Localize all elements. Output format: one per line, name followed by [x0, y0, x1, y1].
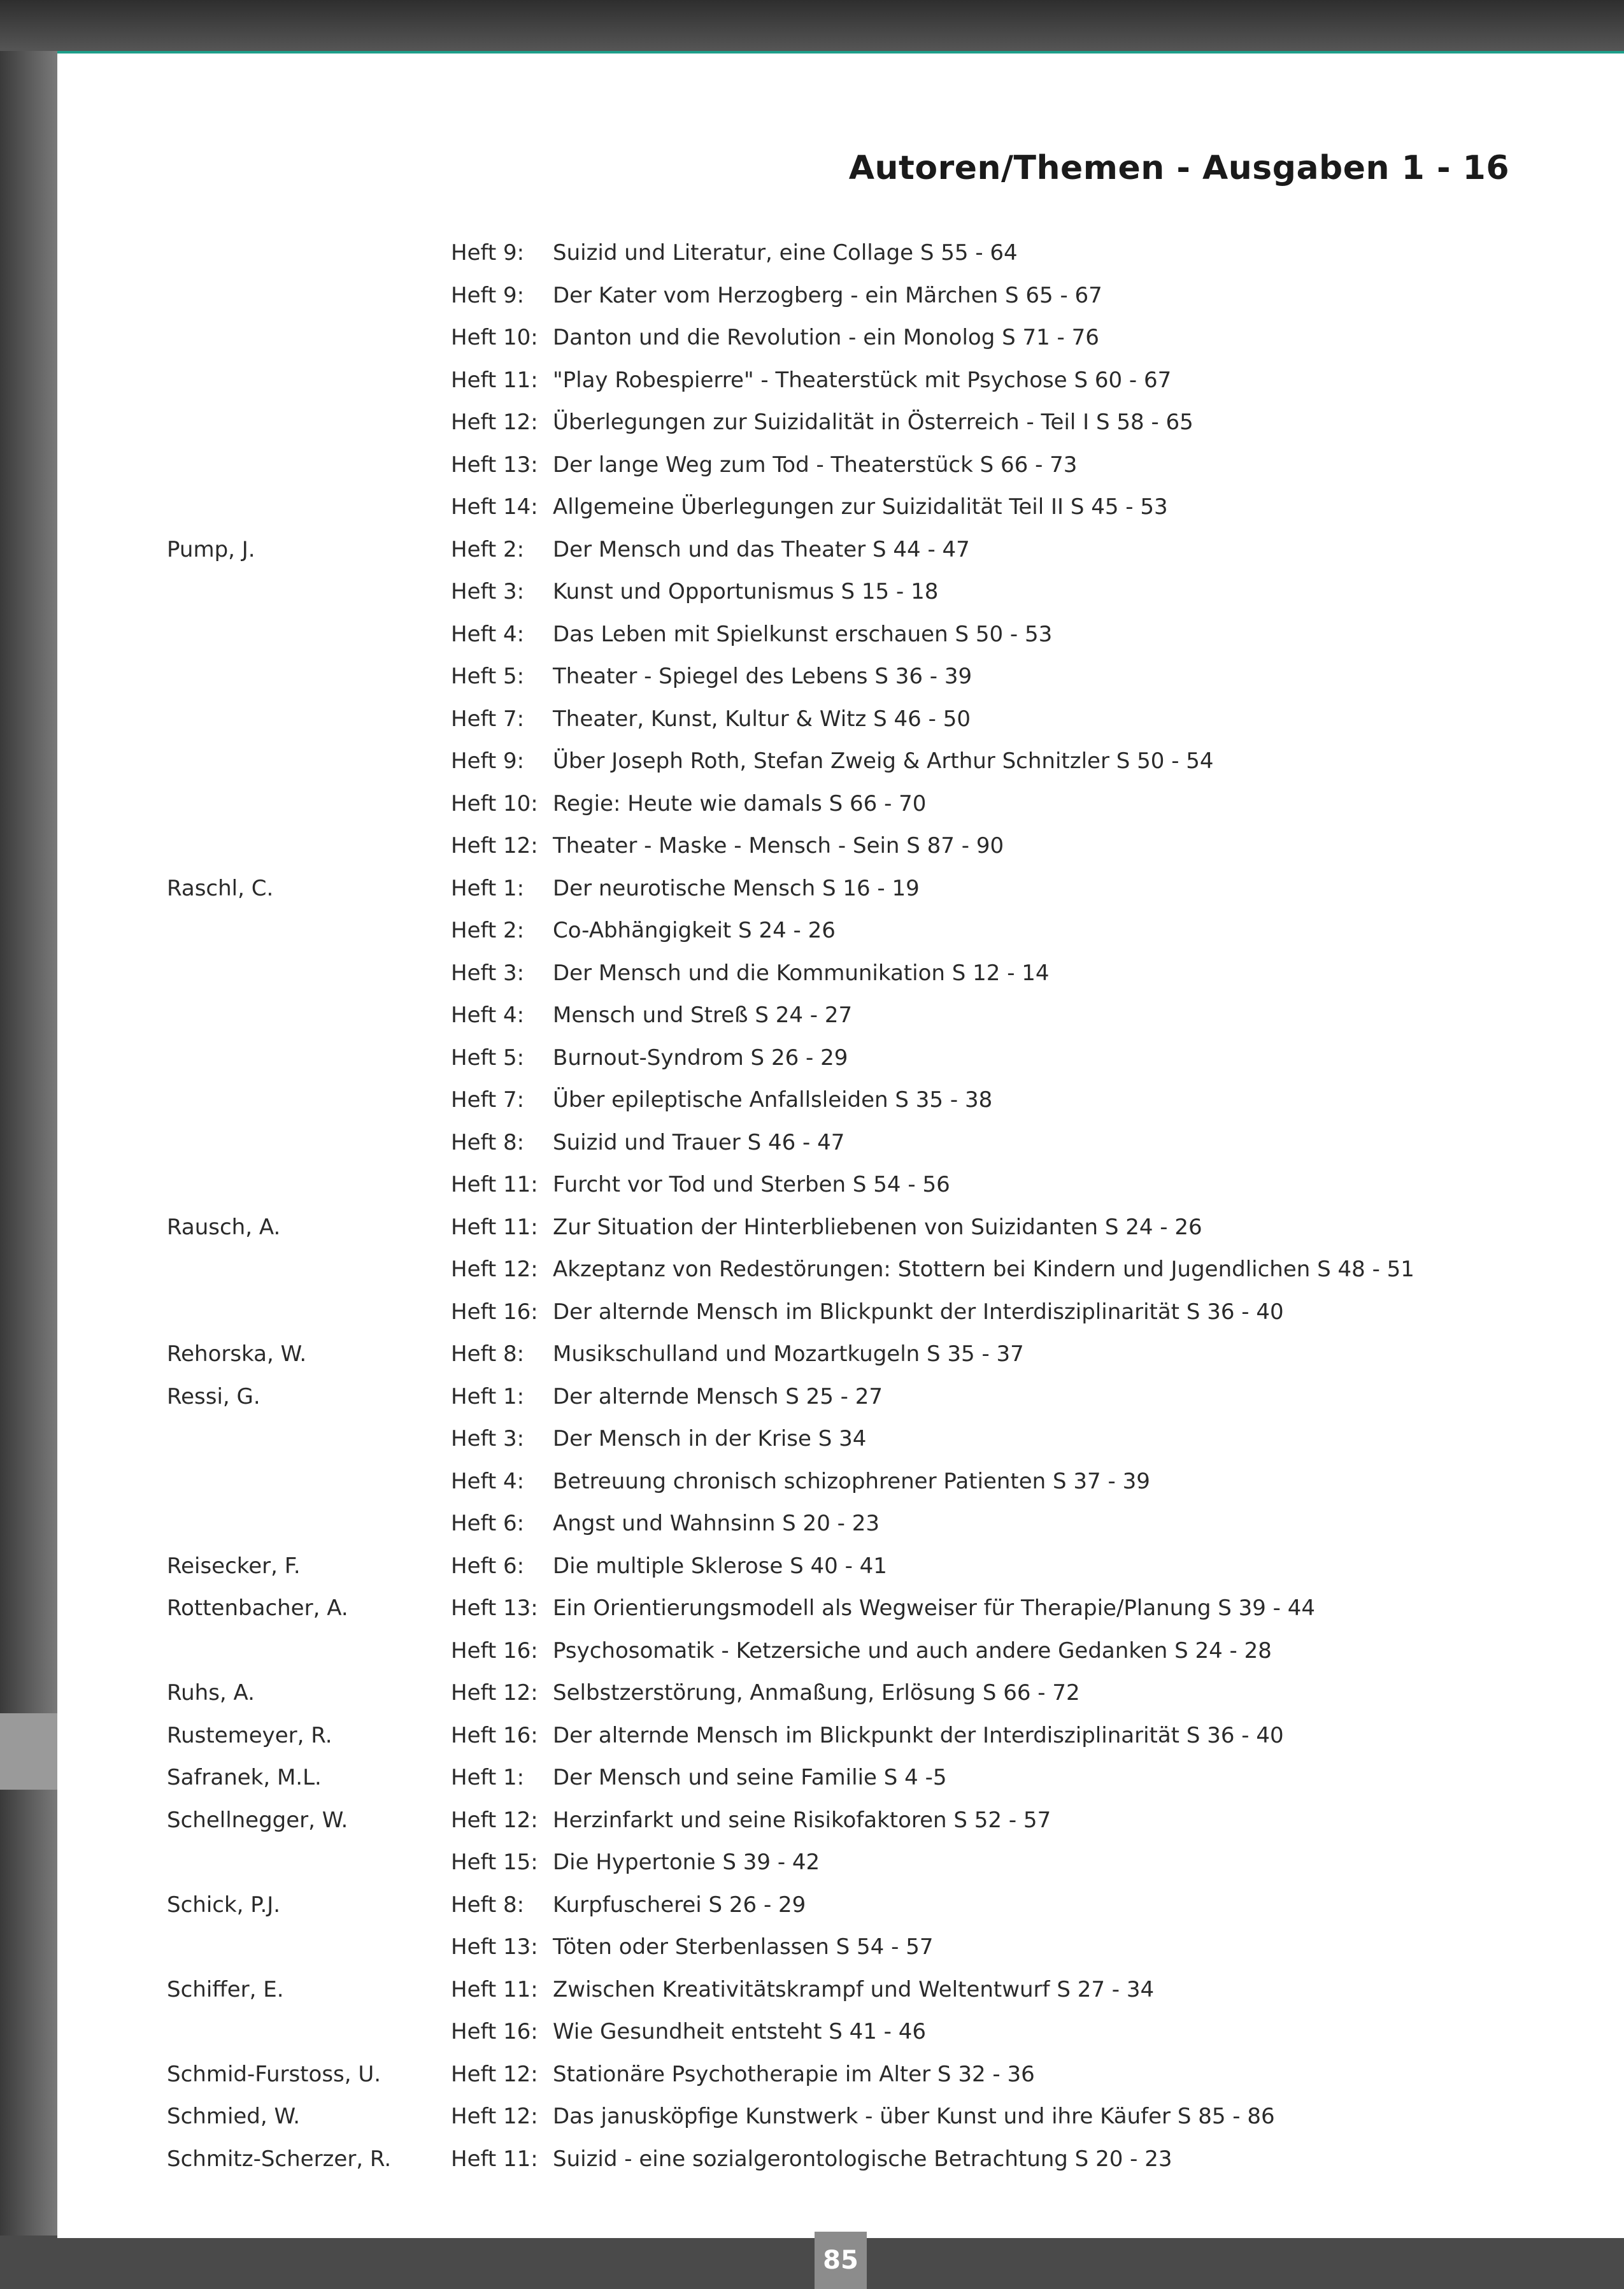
author-name: Ressi, G.	[167, 1383, 260, 1409]
article-reference	[451, 1799, 1051, 1842]
issue-number: Heft 2:	[451, 918, 525, 943]
index-entry	[57, 1079, 1624, 1122]
issue-number: Heft 12:	[451, 2061, 538, 2087]
index-entry	[57, 909, 1624, 952]
issue-number: Heft 3:	[451, 579, 525, 604]
article-title: Der alternde Mensch im Blickpunkt der Interdisziplinarität S 36 - 40	[553, 1722, 1284, 1748]
article-title: Danton und die Revolution - ein Monolog S 71 - 76	[553, 325, 1099, 350]
author-name: Reisecker, F.	[167, 1553, 301, 1579]
issue-number: Heft 8:	[451, 1341, 525, 1367]
article-reference	[451, 232, 1018, 275]
article-title: Theater - Spiegel des Lebens S 36 - 39	[553, 664, 972, 689]
article-reference	[451, 2053, 1035, 2096]
article-title: Der alternde Mensch im Blickpunkt der Interdisziplinarität S 36 - 40	[553, 1299, 1284, 1325]
article-reference	[451, 1418, 866, 1460]
index-entry	[57, 1799, 1624, 1842]
author-index-list	[57, 232, 1624, 2180]
article-title: Zur Situation der Hinterbliebenen von Suizidanten S 24 - 26	[553, 1214, 1202, 1240]
index-entry	[57, 1926, 1624, 1969]
article-reference	[451, 2011, 926, 2053]
article-title: Selbstzerstörung, Anmaßung, Erlösung S 66 - 72	[553, 1680, 1080, 1706]
article-title: Kunst und Opportunismus S 15 - 18	[553, 579, 939, 604]
index-entry	[57, 613, 1624, 656]
index-entry	[57, 1122, 1624, 1164]
article-title: Furcht vor Tod und Sterben S 54 - 56	[553, 1172, 950, 1197]
article-title: Angst und Wahnsinn S 20 - 23	[553, 1511, 880, 1536]
issue-number: Heft 12:	[451, 833, 538, 859]
article-reference	[451, 1672, 1080, 1715]
article-title: Der Mensch und seine Familie S 4 -5	[553, 1765, 947, 1790]
issue-number: Heft 6:	[451, 1553, 525, 1579]
index-entry	[57, 359, 1624, 402]
article-title: Suizid - eine sozialgerontologische Betrachtung S 20 - 23	[553, 2146, 1172, 2172]
article-title: Burnout-Syndrom S 26 - 29	[553, 1045, 848, 1071]
author-name: Pump, J.	[167, 536, 255, 562]
article-title: Der neurotische Mensch S 16 - 19	[553, 875, 920, 901]
article-title: Regie: Heute wie damals S 66 - 70	[553, 790, 927, 816]
index-entry	[57, 994, 1624, 1037]
issue-number: Heft 1:	[451, 1765, 525, 1790]
article-title: Der Kater vom Herzogberg - ein Märchen S 65 - 67	[553, 282, 1102, 308]
index-entry	[57, 1248, 1624, 1291]
issue-number: Heft 9:	[451, 240, 525, 266]
author-name: Schick, P.J.	[167, 1892, 281, 1918]
index-entry	[57, 1587, 1624, 1630]
article-title: Musikschulland und Mozartkugeln S 35 - 37	[553, 1341, 1024, 1367]
author-name: Rustemeyer, R.	[167, 1722, 332, 1748]
scan-left-shadow	[0, 51, 57, 2236]
index-entry	[57, 275, 1624, 317]
index-entry	[57, 571, 1624, 613]
index-entry	[57, 1502, 1624, 1545]
issue-number: Heft 2:	[451, 536, 525, 562]
article-title: Kurpfuscherei S 26 - 29	[553, 1892, 806, 1918]
article-reference	[451, 655, 972, 698]
issue-number: Heft 11:	[451, 367, 538, 393]
article-reference	[451, 1630, 1272, 1672]
index-entry	[57, 232, 1624, 275]
author-name: Schmid-Furstoss, U.	[167, 2061, 381, 2087]
index-entry	[57, 1291, 1624, 1334]
article-reference	[451, 613, 1052, 656]
index-entry	[57, 1037, 1624, 1080]
article-title: Töten oder Sterbenlassen S 54 - 57	[553, 1934, 934, 1960]
index-entry	[57, 1206, 1624, 1249]
article-reference	[451, 1502, 880, 1545]
index-entry	[57, 1460, 1624, 1503]
issue-number: Heft 12:	[451, 410, 538, 435]
article-reference	[451, 1841, 820, 1884]
article-title: Über epileptische Anfallsleiden S 35 - 38	[553, 1087, 993, 1113]
article-reference	[451, 2095, 1275, 2138]
issue-number: Heft 1:	[451, 875, 525, 901]
article-reference	[451, 1884, 806, 1927]
issue-number: Heft 16:	[451, 2019, 538, 2044]
issue-number: Heft 9:	[451, 282, 525, 308]
article-reference	[451, 571, 938, 613]
index-entry	[57, 2138, 1624, 2181]
article-reference	[451, 783, 926, 825]
author-name: Raschl, C.	[167, 875, 274, 901]
article-title: Der lange Weg zum Tod - Theaterstück S 66 - 73	[553, 452, 1078, 478]
author-name: Ruhs, A.	[167, 1680, 255, 1706]
document-page	[57, 51, 1624, 2275]
article-title: Theater, Kunst, Kultur & Witz S 46 - 50	[553, 706, 971, 732]
author-name: Rausch, A.	[167, 1214, 281, 1240]
index-entry	[57, 1376, 1624, 1418]
author-name: Schmitz-Scherzer, R.	[167, 2146, 392, 2172]
index-entry	[57, 952, 1624, 995]
issue-number: Heft 3:	[451, 960, 525, 986]
article-reference	[451, 1587, 1315, 1630]
issue-number: Heft 10:	[451, 325, 538, 350]
article-reference	[451, 1376, 883, 1418]
article-reference	[451, 994, 852, 1037]
article-reference	[451, 1545, 887, 1588]
issue-number: Heft 1:	[451, 1383, 525, 1409]
article-reference	[451, 1757, 946, 1799]
issue-number: Heft 11:	[451, 1172, 538, 1197]
index-entry	[57, 825, 1624, 867]
article-title: Der Mensch und das Theater S 44 - 47	[553, 536, 970, 562]
index-entry	[57, 1841, 1624, 1884]
issue-number: Heft 13:	[451, 1934, 538, 1960]
article-reference	[451, 2138, 1172, 2181]
article-reference	[451, 1460, 1150, 1503]
article-title: Der Mensch in der Krise S 34	[553, 1426, 867, 1451]
article-title: Herzinfarkt und seine Risikofaktoren S 52 - 57	[553, 1807, 1051, 1833]
index-entry	[57, 698, 1624, 741]
article-title: Akzeptanz von Redestörungen: Stottern bei Kindern und Jugendlichen S 48 - 51	[553, 1257, 1414, 1282]
author-name: Rehorska, W.	[167, 1341, 307, 1367]
index-entry	[57, 486, 1624, 529]
article-title: Theater - Maske - Mensch - Sein S 87 - 90	[553, 833, 1004, 859]
article-title: Der Mensch und die Kommunikation S 12 - 14	[553, 960, 1050, 986]
issue-number: Heft 6:	[451, 1511, 525, 1536]
author-name: Safranek, M.L.	[167, 1765, 322, 1790]
issue-number: Heft 12:	[451, 1680, 538, 1706]
issue-number: Heft 4:	[451, 1468, 525, 1494]
article-title: Das Leben mit Spielkunst erschauen S 50 - 53	[553, 621, 1053, 647]
issue-number: Heft 12:	[451, 2104, 538, 2129]
issue-number: Heft 4:	[451, 621, 525, 647]
article-reference	[451, 1122, 844, 1164]
issue-number: Heft 16:	[451, 1637, 538, 1664]
article-reference	[451, 1206, 1202, 1249]
page-title: Autoren/Themen - Ausgaben 1 - 16	[848, 149, 1509, 187]
issue-number: Heft 7:	[451, 706, 525, 732]
article-reference	[451, 359, 1171, 402]
article-title: Die multiple Sklerose S 40 - 41	[553, 1553, 887, 1579]
article-title: "Play Robespierre" - Theaterstück mit Psychose S 60 - 67	[553, 367, 1172, 393]
index-entry	[57, 444, 1624, 487]
issue-number: Heft 11:	[451, 1976, 538, 2002]
index-entry	[57, 1333, 1624, 1376]
article-title: Wie Gesundheit entsteht S 41 - 46	[553, 2019, 927, 2044]
author-name: Rottenbacher, A.	[167, 1595, 348, 1621]
index-entry	[57, 401, 1624, 444]
article-title: Co-Abhängigkeit S 24 - 26	[553, 918, 836, 943]
index-entry	[57, 1884, 1624, 1927]
article-reference	[451, 486, 1168, 529]
article-reference	[451, 1333, 1024, 1376]
issue-number: Heft 9:	[451, 748, 525, 774]
issue-number: Heft 16:	[451, 1299, 538, 1325]
issue-number: Heft 5:	[451, 1045, 525, 1071]
issue-number: Heft 12:	[451, 1257, 538, 1282]
article-reference	[451, 698, 971, 741]
index-entry	[57, 1418, 1624, 1460]
index-entry	[57, 529, 1624, 571]
issue-number: Heft 8:	[451, 1129, 525, 1155]
issue-number: Heft 15:	[451, 1850, 538, 1875]
article-reference	[451, 1248, 1414, 1291]
index-entry	[57, 1757, 1624, 1799]
issue-number: Heft 11:	[451, 1214, 538, 1240]
article-reference	[451, 1037, 848, 1080]
article-reference	[451, 1969, 1154, 2011]
issue-number: Heft 13:	[451, 452, 538, 478]
article-title: Ein Orientierungsmodell als Wegweiser für Therapie/Planung S 39 - 44	[553, 1595, 1316, 1621]
article-title: Mensch und Streß S 24 - 27	[553, 1002, 853, 1028]
index-entry	[57, 655, 1624, 698]
article-reference	[451, 275, 1102, 317]
author-name: Schellnegger, W.	[167, 1807, 348, 1833]
article-reference	[451, 529, 970, 571]
issue-number: Heft 11:	[451, 2146, 538, 2172]
index-entry	[57, 2011, 1624, 2053]
article-reference	[451, 740, 1214, 783]
article-title: Das janusköpfige Kunstwerk - über Kunst und ihre Käufer S 85 - 86	[553, 2104, 1275, 2129]
issue-number: Heft 12:	[451, 1807, 538, 1833]
issue-number: Heft 7:	[451, 1087, 525, 1113]
article-reference	[451, 909, 836, 952]
page-number: 85	[815, 2232, 867, 2289]
article-reference	[451, 1715, 1284, 1757]
article-reference	[451, 401, 1193, 444]
issue-number: Heft 14:	[451, 494, 538, 520]
article-title: Der alternde Mensch S 25 - 27	[553, 1383, 883, 1409]
author-name: Schiffer, E.	[167, 1976, 284, 2002]
index-entry	[57, 1715, 1624, 1757]
issue-number: Heft 13:	[451, 1595, 538, 1621]
index-entry	[57, 2053, 1624, 2096]
issue-number: Heft 3:	[451, 1426, 525, 1451]
index-entry	[57, 867, 1624, 910]
article-title: Suizid und Trauer S 46 - 47	[553, 1129, 845, 1155]
article-title: Allgemeine Überlegungen zur Suizidalität Teil II S 45 - 53	[553, 494, 1168, 520]
article-title: Über Joseph Roth, Stefan Zweig & Arthur Schnitzler S 50 - 54	[553, 748, 1214, 774]
article-reference	[451, 1164, 950, 1206]
index-entry	[57, 1630, 1624, 1672]
article-title: Zwischen Kreativitätskrampf und Weltentwurf S 27 - 34	[553, 1976, 1155, 2002]
author-name: Schmied, W.	[167, 2104, 301, 2129]
index-entry	[57, 1672, 1624, 1715]
article-reference	[451, 952, 1050, 995]
article-title: Betreuung chronisch schizophrener Patienten S 37 - 39	[553, 1468, 1150, 1494]
article-reference	[451, 867, 920, 910]
article-reference	[451, 1079, 992, 1122]
index-entry	[57, 2095, 1624, 2138]
issue-number: Heft 10:	[451, 790, 538, 816]
issue-number: Heft 5:	[451, 664, 525, 689]
issue-number: Heft 4:	[451, 1002, 525, 1028]
article-title: Überlegungen zur Suizidalität in Österreich - Teil I S 58 - 65	[553, 410, 1193, 435]
article-title: Die Hypertonie S 39 - 42	[553, 1850, 820, 1875]
index-entry	[57, 740, 1624, 783]
article-reference	[451, 1291, 1284, 1334]
scan-top-edge	[0, 0, 1624, 57]
index-entry	[57, 783, 1624, 825]
scan-left-tab	[0, 1713, 57, 1790]
article-reference	[451, 444, 1077, 487]
index-entry	[57, 1164, 1624, 1206]
article-title: Psychosomatik - Ketzersiche und auch andere Gedanken S 24 - 28	[553, 1637, 1272, 1664]
article-reference	[451, 317, 1099, 359]
issue-number: Heft 8:	[451, 1892, 525, 1918]
article-title: Stationäre Psychotherapie im Alter S 32 - 36	[553, 2061, 1035, 2087]
article-reference	[451, 1926, 933, 1969]
article-title: Suizid und Literatur, eine Collage S 55 - 64	[553, 240, 1018, 266]
issue-number: Heft 16:	[451, 1722, 538, 1748]
index-entry	[57, 1969, 1624, 2011]
index-entry	[57, 1545, 1624, 1588]
index-entry	[57, 317, 1624, 359]
article-reference	[451, 825, 1004, 867]
